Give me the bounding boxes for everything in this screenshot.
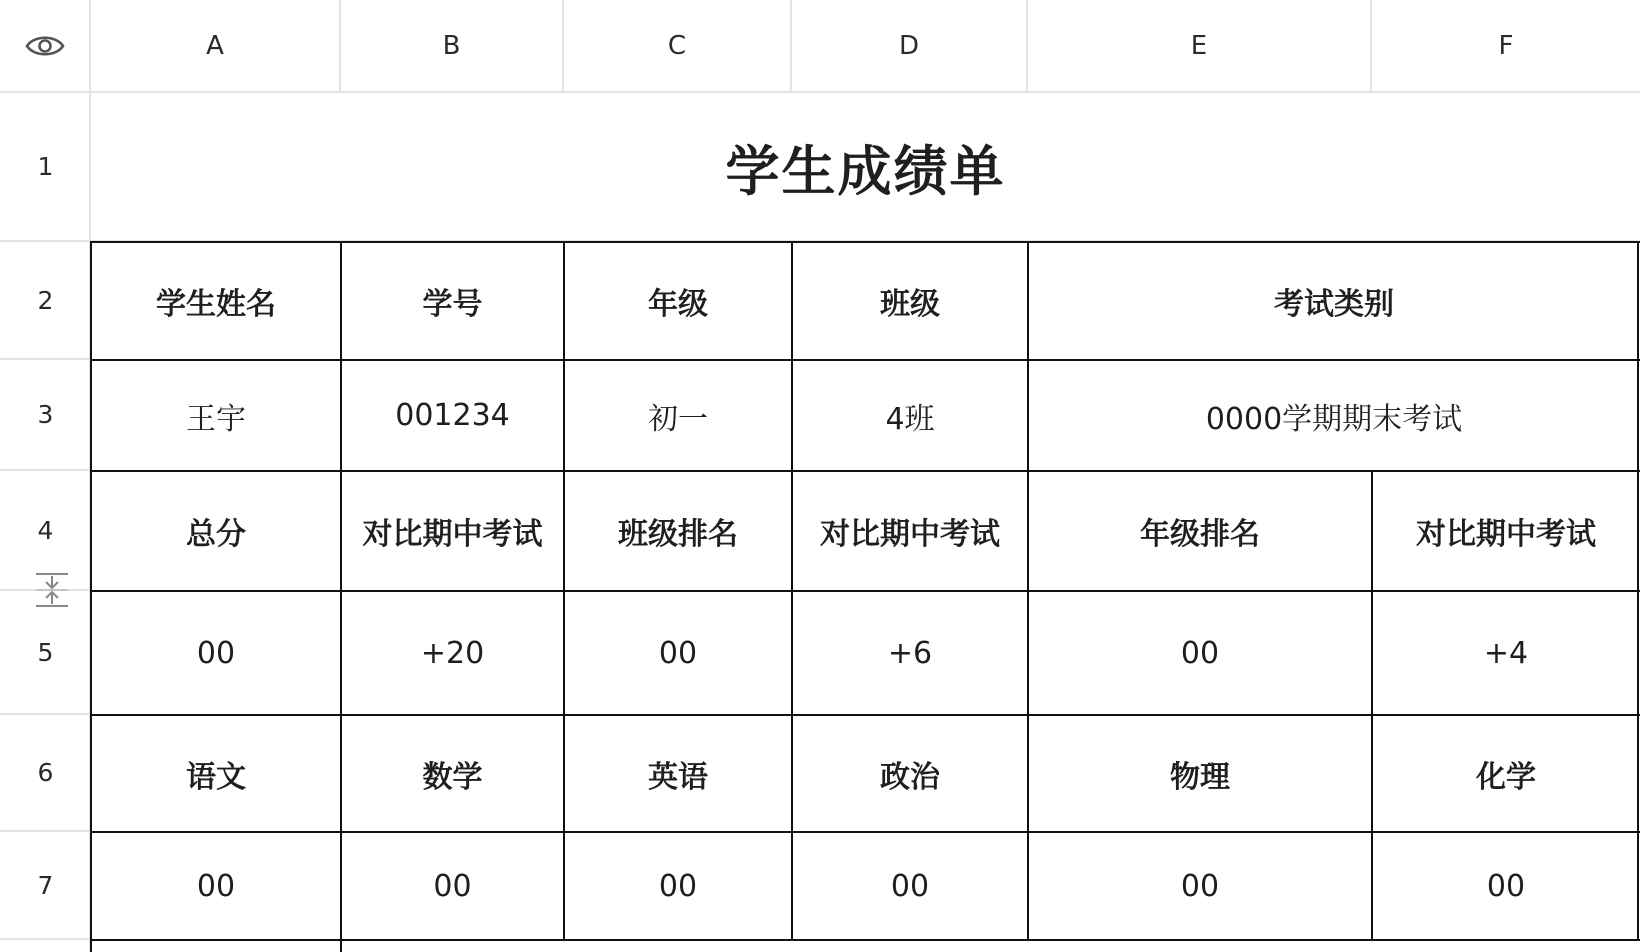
row-header-6[interactable]: 6 xyxy=(0,715,91,832)
table-border xyxy=(91,831,1640,833)
row-resize-icon[interactable] xyxy=(34,572,70,608)
table-border xyxy=(1371,470,1373,941)
header-class-rank[interactable]: 班级排名 xyxy=(618,517,738,552)
row-header-5[interactable]: 5 xyxy=(0,591,91,715)
cell-class-rank[interactable]: 00 xyxy=(658,635,698,671)
table-border xyxy=(91,714,1640,716)
column-header-f[interactable]: F xyxy=(1372,0,1640,92)
cell-total-score[interactable]: 00 xyxy=(196,635,236,671)
cell-math[interactable]: 00 xyxy=(433,868,472,904)
cell-grade[interactable]: 初一 xyxy=(648,401,708,437)
header-grade[interactable]: 年级 xyxy=(648,287,708,322)
table-border xyxy=(91,359,1640,361)
header-physics[interactable]: 物理 xyxy=(1170,759,1230,795)
cell-student-id[interactable]: 001234 xyxy=(395,398,510,433)
table-border xyxy=(91,939,1640,941)
header-compare-midterm-2[interactable]: 对比期中考试 xyxy=(820,517,1000,552)
cell-exam-type[interactable]: 0000学期期末考试 xyxy=(1205,401,1463,437)
header-compare-midterm-3[interactable]: 对比期中考试 xyxy=(1416,517,1596,552)
table-border xyxy=(791,241,793,941)
cell-class[interactable]: 4班 xyxy=(885,401,935,437)
sheet-title[interactable]: 学生成绩单 xyxy=(725,140,1006,203)
table-border xyxy=(91,241,1640,243)
select-all-corner[interactable] xyxy=(0,0,91,92)
cell-compare-midterm-3[interactable]: +4 xyxy=(1483,635,1529,671)
cell-grade-rank[interactable]: 00 xyxy=(1180,635,1220,671)
header-politics[interactable]: 政治 xyxy=(880,759,940,795)
header-english[interactable]: 英语 xyxy=(648,759,708,795)
table-border xyxy=(563,241,565,941)
header-student-id[interactable]: 学号 xyxy=(422,287,483,322)
cell-compare-midterm-2[interactable]: +6 xyxy=(887,635,933,671)
cell-politics[interactable]: 00 xyxy=(890,868,930,904)
column-header-a[interactable]: A xyxy=(91,0,341,92)
header-class[interactable]: 班级 xyxy=(880,287,940,322)
table-border xyxy=(1027,241,1029,941)
header-total-score[interactable]: 总分 xyxy=(186,517,246,552)
header-student-name[interactable]: 学生姓名 xyxy=(156,287,276,322)
table-border xyxy=(90,241,92,952)
table-border xyxy=(91,590,1640,592)
cell-compare-midterm-1[interactable]: +20 xyxy=(420,635,485,671)
row-header-3[interactable]: 3 xyxy=(0,360,91,471)
header-math[interactable]: 数学 xyxy=(422,759,483,795)
table-border xyxy=(91,470,1640,472)
row-header-2[interactable]: 2 xyxy=(0,242,91,360)
column-header-d[interactable]: D xyxy=(792,0,1028,92)
column-header-e[interactable]: E xyxy=(1028,0,1372,92)
table-border xyxy=(1637,241,1639,941)
column-header-c[interactable]: C xyxy=(564,0,792,92)
row-header-1[interactable]: 1 xyxy=(0,93,91,242)
cell-chinese[interactable]: 00 xyxy=(196,868,236,904)
header-compare-midterm-1[interactable]: 对比期中考试 xyxy=(362,517,543,552)
row-header-4[interactable]: 4 xyxy=(0,471,91,591)
header-grade-rank[interactable]: 年级排名 xyxy=(1140,517,1260,552)
cell-physics[interactable]: 00 xyxy=(1180,868,1220,904)
header-chinese[interactable]: 语文 xyxy=(186,759,246,795)
eye-icon[interactable] xyxy=(25,32,65,60)
header-chemistry[interactable]: 化学 xyxy=(1476,759,1536,795)
cell-chemistry[interactable]: 00 xyxy=(1486,868,1526,904)
cell-english[interactable]: 00 xyxy=(658,868,698,904)
header-exam-type[interactable]: 考试类别 xyxy=(1274,287,1394,322)
cell-student-name[interactable]: 王宇 xyxy=(186,401,246,437)
row-header-7[interactable]: 7 xyxy=(0,832,91,940)
column-header-b[interactable]: B xyxy=(341,0,564,92)
table-border xyxy=(340,241,342,952)
